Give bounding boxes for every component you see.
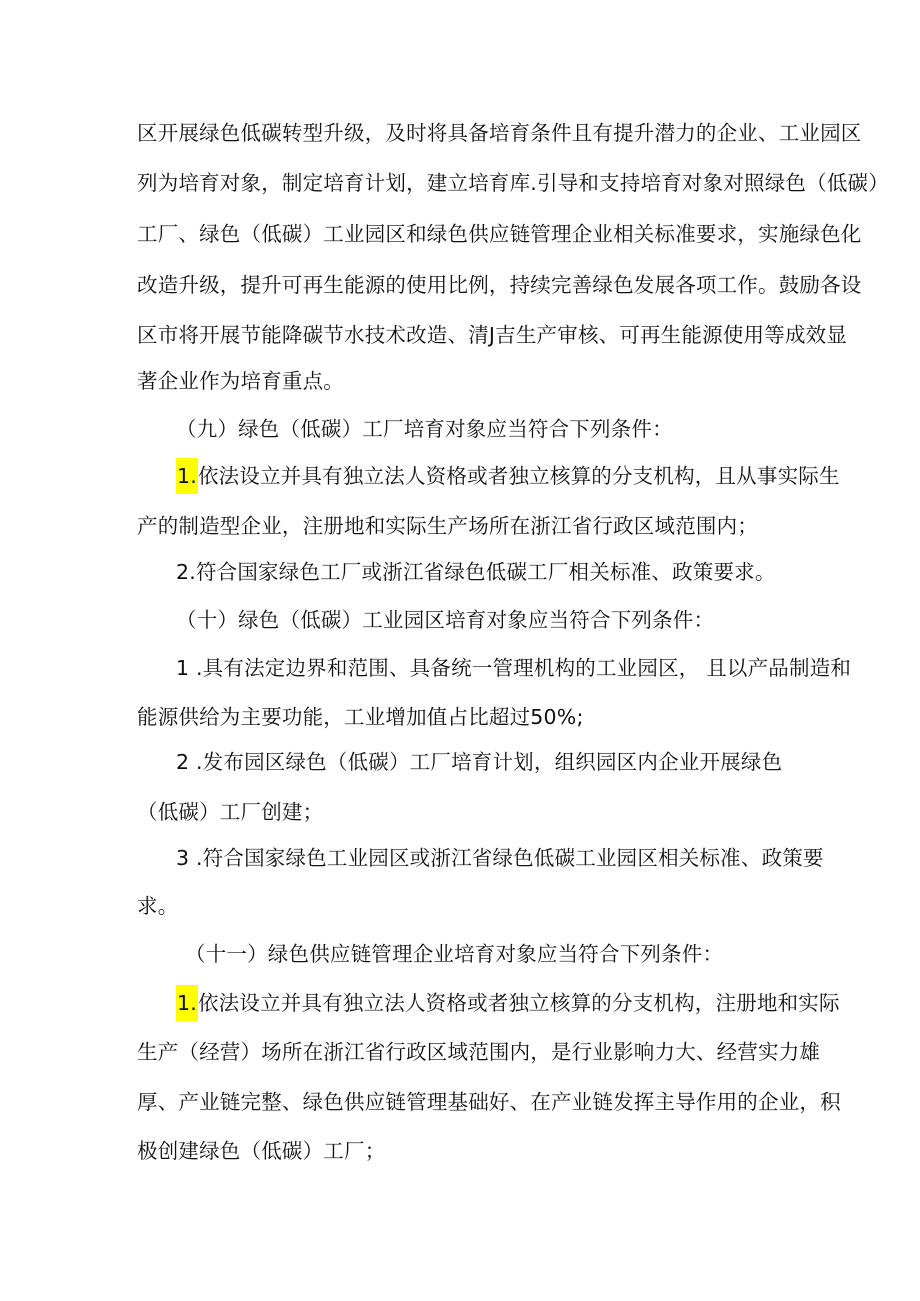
list-item-text: 依法设立并具有独立法人资格或者独立核算的分支机构，且从事实际生: [197, 464, 840, 488]
list-item-9-1: [176, 461, 840, 491]
list-item-10-3: 3 .符合国家绿色工业园区或浙江省绿色低碳工业园区相关标准、政策要: [176, 846, 824, 870]
list-item-11-1: [176, 988, 840, 1018]
paragraph-line: （低碳）工厂创建；: [137, 800, 324, 824]
paragraph-line: 极创建绿色（低碳）工厂；: [137, 1139, 386, 1163]
paragraph-line: 厚、产业链完整、绿色供应链管理基础好、在产业链发挥主导作用的企业，积: [137, 1090, 841, 1114]
list-item-10-1: 1 .具有法定边界和范围、具备统一管理机构的工业园区， 且以产品制造和: [176, 656, 852, 680]
paragraph-line: 区市将开展节能降碳节水技术改造、清J吉生产审核、可再生能源使用等成效显: [137, 323, 848, 347]
section-heading-10: （十）绿色（低碳）工业园区培育对象应当符合下列条件：: [176, 608, 715, 632]
paragraph-line: 著企业作为培育重点。: [137, 369, 344, 393]
paragraph-line: 求。: [137, 894, 179, 918]
paragraph-line: 工厂、绿色（低碳）工业园区和绿色供应链管理企业相关标准要求，实施绿色化: [137, 222, 862, 246]
list-item-9-2: 2.符合国家绿色工厂或浙江省绿色低碳工厂相关标准、政策要求。: [176, 560, 776, 584]
paragraph-line: 改造升级，提升可再生能源的使用比例，持续完善绿色发展各项工作。鼓励各设: [137, 273, 862, 297]
section-heading-11: （十一）绿色供应链管理企业培育对象应当符合下列条件：: [185, 942, 724, 966]
section-heading-9: （九）绿色（低碳）工厂培育对象应当符合下列条件：: [176, 417, 673, 441]
highlighted-number: 1.: [176, 458, 198, 494]
paragraph-line: 产的制造型企业，注册地和实际生产场所在浙江省行政区域范围内；: [137, 514, 758, 538]
paragraph-line: 区开展绿色低碳转型升级，及时将具备培育条件且有提升潜力的企业、工业园区: [137, 121, 862, 145]
list-item-10-2: 2 .发布园区绿色（低碳）工厂培育计划，组织园区内企业开展绿色: [176, 750, 783, 774]
paragraph-line: 生产（经营）场所在浙江省行政区域范围内，是行业影响力大、经营实力雄: [137, 1040, 821, 1064]
paragraph-line: 能源供给为主要功能，工业增加值占比超过50%;: [137, 705, 584, 729]
highlighted-number: 1.: [176, 985, 198, 1021]
paragraph-line: 列为培育对象，制定培育计划，建立培育库.引导和支持培育对象对照绿色（低碳）: [137, 171, 889, 195]
list-item-text: 依法设立并具有独立法人资格或者独立核算的分支机构，注册地和实际: [197, 991, 840, 1015]
